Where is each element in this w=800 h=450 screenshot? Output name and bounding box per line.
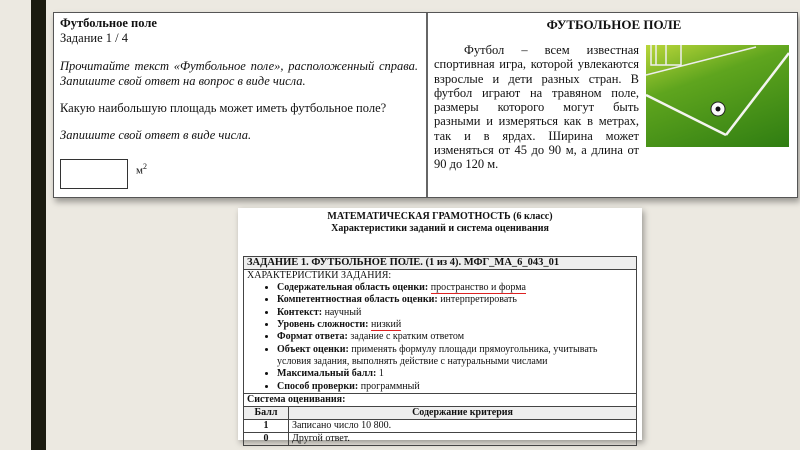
list-item <box>277 307 633 319</box>
cell-score: 1 <box>244 419 289 432</box>
unit-text: м <box>136 164 143 177</box>
item-key: Компетентностная область оценки: <box>277 294 438 306</box>
answer-input[interactable] <box>60 159 128 189</box>
answer-unit <box>136 159 147 179</box>
item-value: программный <box>360 380 420 392</box>
cell-score: 0 <box>244 432 289 445</box>
item-key: Формат ответа: <box>277 331 348 343</box>
item-value: 1 <box>378 368 384 380</box>
header-score: Балл <box>244 406 289 419</box>
item-key: Объект оценки: <box>277 343 349 355</box>
unit-sup: 2 <box>142 162 147 171</box>
spec-subtitle: Характеристики заданий и система оценивания <box>331 223 549 235</box>
cell-criterion: Другой ответ. <box>289 432 637 445</box>
spec-title: МАТЕМАТИЧЕСКАЯ ГРАМОТНОСТЬ (6 класс) <box>327 211 553 222</box>
list-item <box>277 344 633 369</box>
table-row <box>244 419 637 432</box>
football-field-image <box>646 45 789 147</box>
list-item <box>277 282 633 294</box>
item-value: научный <box>324 306 362 318</box>
task-title: Футбольное поле <box>60 16 157 30</box>
item-key: Способ проверки: <box>277 380 359 392</box>
item-value: низкий <box>370 319 402 331</box>
item-value: задание с кратким ответом <box>350 331 465 343</box>
left-edge-bar <box>31 0 46 450</box>
table-row <box>244 432 637 445</box>
answer-hint: Запишите свой ответ в виде числа. <box>60 128 252 142</box>
characteristics-label: ХАРАКТЕРИСТИКИ ЗАДАНИЯ: <box>247 269 392 281</box>
scoring-table <box>243 393 637 446</box>
task-panel <box>53 12 798 198</box>
text-title: ФУТБОЛЬНОЕ ПОЛЕ <box>546 17 682 32</box>
list-item <box>277 368 633 380</box>
item-key: Максимальный балл: <box>277 368 377 380</box>
spec-document <box>238 208 642 444</box>
list-item <box>277 331 633 343</box>
task-instruction: Прочитайте текст «Футбольное поле», расположенный справа. Запишите свой ответ на вопрос в виде числа. <box>60 59 418 88</box>
table-header-row <box>244 406 637 419</box>
header-criterion: Содержание критерия <box>289 406 637 419</box>
item-value: применять формулу площади прямоугольника, учитывать условия задания, выполнять действие с натуральными числами <box>277 343 598 367</box>
text-body: Футбол – всем известная спортивная игра, которой увлекаются взрослые и дети разных стран. В футбол играют на травяном поле, размеры которого могут быть разными и измеряться как в метрах, так и в ярдах. Ширина может изменяться от 45 до 90 м, а длина от 90 до 120 м. <box>434 43 639 172</box>
column-divider <box>426 13 428 197</box>
task-column <box>60 16 418 177</box>
list-item <box>277 319 633 331</box>
task-number: Задание 1 / 4 <box>60 31 128 45</box>
scoring-label: Система оценивания: <box>244 393 637 406</box>
text-column <box>434 13 794 172</box>
list-item <box>277 381 633 393</box>
item-key: Уровень сложности: <box>277 319 369 331</box>
item-key: Контекст: <box>277 306 323 318</box>
characteristics <box>243 270 637 393</box>
characteristics-list <box>247 282 633 393</box>
item-value: пространство и форма <box>430 282 526 294</box>
task-question: Какую наибольшую площадь может иметь футбольное поле? <box>60 101 387 115</box>
list-item <box>277 294 633 306</box>
item-value: интерпретировать <box>440 294 517 306</box>
item-key: Содержательная область оценки: <box>277 282 429 294</box>
cell-criterion: Записано число 10 800. <box>289 419 637 432</box>
spec-task-header: ЗАДАНИЕ 1. ФУТБОЛЬНОЕ ПОЛЕ. (1 из 4). МФГ_МА_6_043_01 <box>243 256 637 270</box>
